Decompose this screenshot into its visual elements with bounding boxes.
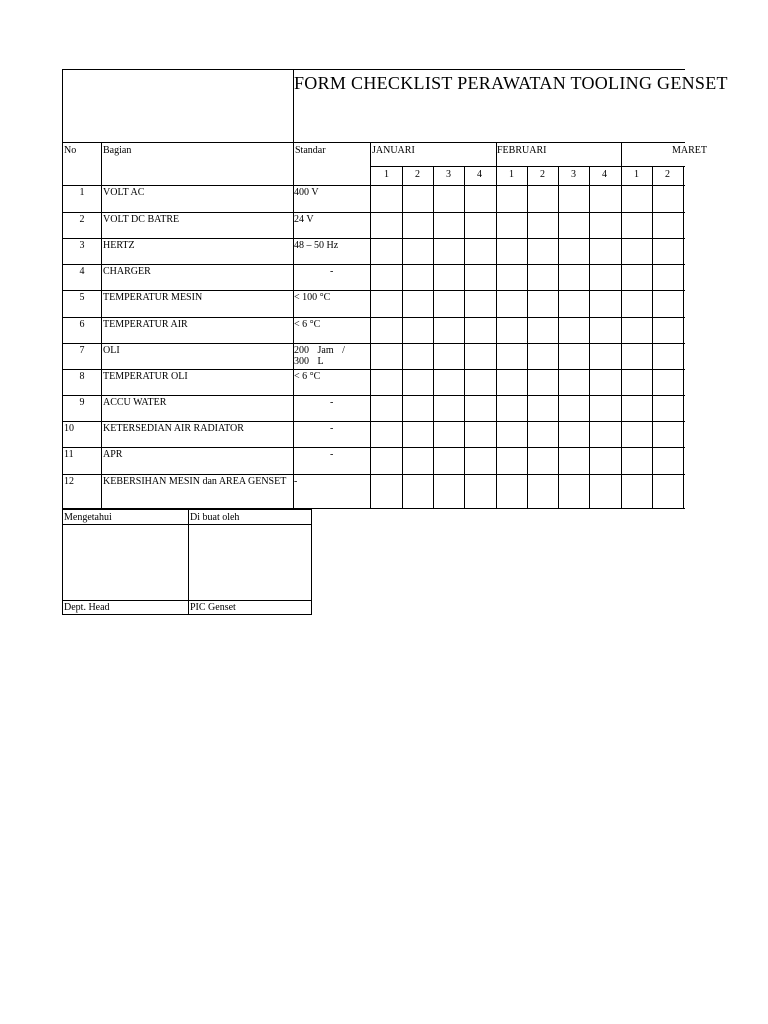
header-bagian: Bagian	[103, 145, 132, 156]
check-cell[interactable]	[528, 344, 558, 369]
check-cell[interactable]	[590, 265, 621, 290]
row-bagian: APR	[103, 449, 123, 460]
check-cell[interactable]	[590, 291, 621, 317]
check-cell[interactable]	[403, 370, 433, 395]
check-cell[interactable]	[497, 344, 527, 369]
row-number: 9	[79, 397, 85, 408]
row-number: 11	[64, 449, 74, 460]
check-cell[interactable]	[434, 422, 464, 447]
check-cell[interactable]	[465, 370, 496, 395]
check-cell[interactable]	[559, 448, 589, 474]
check-cell[interactable]	[434, 370, 464, 395]
check-cell[interactable]	[403, 265, 433, 290]
check-cell[interactable]	[622, 265, 652, 290]
row-number: 12	[64, 476, 74, 487]
row-standar: < 6 °C	[294, 319, 321, 330]
check-cell[interactable]	[434, 344, 464, 369]
check-cell[interactable]	[590, 239, 621, 264]
check-cell[interactable]	[372, 291, 402, 317]
check-cell[interactable]	[653, 265, 683, 290]
row-standar: 48 – 50 Hz	[294, 240, 339, 251]
row-number: 5	[79, 292, 85, 303]
check-cell[interactable]	[653, 448, 683, 474]
check-cell[interactable]	[403, 318, 433, 343]
row-standar: 400 V	[294, 187, 319, 198]
check-cell[interactable]	[497, 396, 527, 421]
check-cell[interactable]	[622, 239, 652, 264]
check-cell[interactable]	[434, 475, 464, 508]
check-cell[interactable]	[622, 213, 652, 238]
week-number: 3	[446, 169, 451, 180]
check-cell[interactable]	[590, 422, 621, 447]
check-cell[interactable]	[403, 448, 433, 474]
row-standar: -	[330, 449, 334, 460]
row-standar: < 100 °C	[294, 292, 331, 303]
check-cell[interactable]	[559, 186, 589, 212]
check-cell[interactable]	[434, 448, 464, 474]
row-standar: 24 V	[294, 214, 314, 225]
check-cell[interactable]	[590, 213, 621, 238]
row-bagian: TEMPERATUR AIR	[103, 319, 188, 330]
check-cell[interactable]	[528, 475, 558, 508]
check-cell[interactable]	[434, 291, 464, 317]
row-bagian: KETERSEDIAN AIR RADIATOR	[103, 423, 244, 434]
check-cell[interactable]	[590, 186, 621, 212]
dept-head-label: Dept. Head	[64, 602, 110, 613]
check-cell[interactable]	[622, 422, 652, 447]
check-cell[interactable]	[465, 318, 496, 343]
check-cell[interactable]	[559, 422, 589, 447]
check-cell[interactable]	[372, 186, 402, 212]
check-cell[interactable]	[528, 265, 558, 290]
row-bagian: KEBERSIHAN MESIN dan AREA GENSET	[103, 476, 287, 487]
check-cell[interactable]	[653, 291, 683, 317]
check-cell[interactable]	[497, 370, 527, 395]
check-cell[interactable]	[622, 291, 652, 317]
check-cell[interactable]	[403, 186, 433, 212]
row-number: 2	[79, 214, 85, 225]
row-bagian: OLI	[103, 345, 120, 356]
check-cell[interactable]	[653, 475, 683, 508]
check-cell[interactable]	[372, 475, 402, 508]
form-title: FORM CHECKLIST PERAWATAN TOOLING GENSET	[294, 73, 728, 93]
row-bagian: TEMPERATUR MESIN	[103, 292, 203, 303]
week-number: 1	[509, 169, 514, 180]
row-number: 7	[79, 345, 85, 356]
month-februari: FEBRUARI	[497, 145, 547, 156]
row-standar: -	[294, 476, 298, 487]
row-number: 8	[79, 371, 85, 382]
check-cell[interactable]	[590, 344, 621, 369]
row-number: 10	[64, 423, 74, 434]
check-cell[interactable]	[653, 396, 683, 421]
check-cell[interactable]	[559, 396, 589, 421]
row-standar: -	[330, 397, 334, 408]
check-cell[interactable]	[403, 422, 433, 447]
check-cell[interactable]	[622, 370, 652, 395]
check-cell[interactable]	[497, 475, 527, 508]
check-cell[interactable]	[622, 396, 652, 421]
pic-genset-label: PIC Genset	[190, 602, 236, 613]
check-cell[interactable]	[528, 291, 558, 317]
check-cell[interactable]	[528, 396, 558, 421]
check-cell[interactable]	[465, 344, 496, 369]
dibuat-oleh-label: Di buat oleh	[190, 512, 240, 523]
check-cell[interactable]	[653, 239, 683, 264]
check-cell[interactable]	[403, 239, 433, 264]
signature-area-pic[interactable]	[189, 525, 311, 600]
check-cell[interactable]	[372, 344, 402, 369]
check-cell[interactable]	[434, 186, 464, 212]
check-cell[interactable]	[372, 318, 402, 343]
check-cell[interactable]	[590, 318, 621, 343]
row-number: 4	[79, 266, 85, 277]
check-cell[interactable]	[528, 318, 558, 343]
row-number: 3	[79, 240, 85, 251]
check-cell[interactable]	[559, 213, 589, 238]
check-cell[interactable]	[434, 239, 464, 264]
row-bagian: ACCU WATER	[103, 397, 167, 408]
check-cell[interactable]	[434, 213, 464, 238]
check-cell[interactable]	[403, 475, 433, 508]
row-standar: -	[330, 266, 334, 277]
row-number: 6	[79, 319, 85, 330]
check-cell[interactable]	[403, 213, 433, 238]
check-cell[interactable]	[590, 396, 621, 421]
check-cell[interactable]	[434, 265, 464, 290]
row-bagian: VOLT AC	[103, 187, 145, 198]
month-maret: MARET	[672, 145, 707, 156]
check-cell[interactable]	[653, 213, 683, 238]
check-cell[interactable]	[497, 291, 527, 317]
check-cell[interactable]	[559, 475, 589, 508]
check-cell[interactable]	[434, 396, 464, 421]
week-number: 4	[477, 169, 482, 180]
check-cell[interactable]	[559, 370, 589, 395]
check-cell[interactable]	[622, 186, 652, 212]
check-cell[interactable]	[653, 370, 683, 395]
row-bagian: CHARGER	[103, 266, 151, 277]
header-standar: Standar	[295, 145, 326, 156]
check-cell[interactable]	[372, 239, 402, 264]
check-cell[interactable]	[590, 448, 621, 474]
check-cell[interactable]	[372, 213, 402, 238]
month-januari: JANUARI	[372, 145, 415, 156]
check-cell[interactable]	[497, 422, 527, 447]
check-cell[interactable]	[653, 422, 683, 447]
check-cell[interactable]	[497, 448, 527, 474]
check-cell[interactable]	[465, 186, 496, 212]
check-cell[interactable]	[372, 370, 402, 395]
week-number: 1	[384, 169, 389, 180]
check-cell[interactable]	[372, 265, 402, 290]
check-cell[interactable]	[497, 265, 527, 290]
check-cell[interactable]	[465, 396, 496, 421]
check-cell[interactable]	[465, 239, 496, 264]
check-cell[interactable]	[590, 370, 621, 395]
check-cell[interactable]	[622, 344, 652, 369]
check-cell[interactable]	[653, 318, 683, 343]
check-cell[interactable]	[528, 213, 558, 238]
week-number: 2	[540, 169, 545, 180]
check-cell[interactable]	[465, 291, 496, 317]
check-cell[interactable]	[465, 475, 496, 508]
check-cell[interactable]	[465, 265, 496, 290]
check-cell[interactable]	[622, 448, 652, 474]
check-cell[interactable]	[465, 213, 496, 238]
header-no: No	[64, 145, 77, 156]
check-cell[interactable]	[528, 239, 558, 264]
week-number: 2	[415, 169, 420, 180]
check-cell[interactable]	[559, 291, 589, 317]
check-cell[interactable]	[622, 475, 652, 508]
row-bagian: TEMPERATUR OLI	[103, 371, 188, 382]
check-cell[interactable]	[497, 186, 527, 212]
check-cell[interactable]	[497, 213, 527, 238]
check-cell[interactable]	[372, 396, 402, 421]
check-cell[interactable]	[559, 265, 589, 290]
check-cell[interactable]	[559, 344, 589, 369]
check-cell[interactable]	[528, 422, 558, 447]
check-cell[interactable]	[465, 422, 496, 447]
row-number: 1	[79, 187, 85, 198]
signature-area-dept-head[interactable]	[63, 525, 188, 600]
check-cell[interactable]	[653, 344, 683, 369]
check-cell[interactable]	[497, 318, 527, 343]
week-number: 4	[602, 169, 607, 180]
check-cell[interactable]	[559, 318, 589, 343]
row-bagian: HERTZ	[103, 240, 135, 251]
week-number: 2	[665, 169, 670, 180]
week-number: 1	[634, 169, 639, 180]
mengetahui-label: Mengetahui	[64, 512, 112, 523]
check-cell[interactable]	[465, 448, 496, 474]
check-cell[interactable]	[497, 239, 527, 264]
check-cell[interactable]	[372, 448, 402, 474]
row-standar: < 6 °C	[294, 371, 321, 382]
check-cell[interactable]	[403, 396, 433, 421]
check-cell[interactable]	[403, 291, 433, 317]
row-bagian: VOLT DC BATRE	[103, 214, 180, 225]
check-cell[interactable]	[528, 370, 558, 395]
check-cell[interactable]	[653, 186, 683, 212]
check-cell[interactable]	[590, 475, 621, 508]
check-cell[interactable]	[559, 239, 589, 264]
row-standar: -	[330, 423, 334, 434]
check-cell[interactable]	[403, 344, 433, 369]
week-number: 3	[571, 169, 576, 180]
check-cell[interactable]	[434, 318, 464, 343]
row-standar: 200 Jam / 300 L	[294, 345, 345, 367]
check-cell[interactable]	[528, 448, 558, 474]
check-cell[interactable]	[622, 318, 652, 343]
check-cell[interactable]	[528, 186, 558, 212]
check-cell[interactable]	[372, 422, 402, 447]
